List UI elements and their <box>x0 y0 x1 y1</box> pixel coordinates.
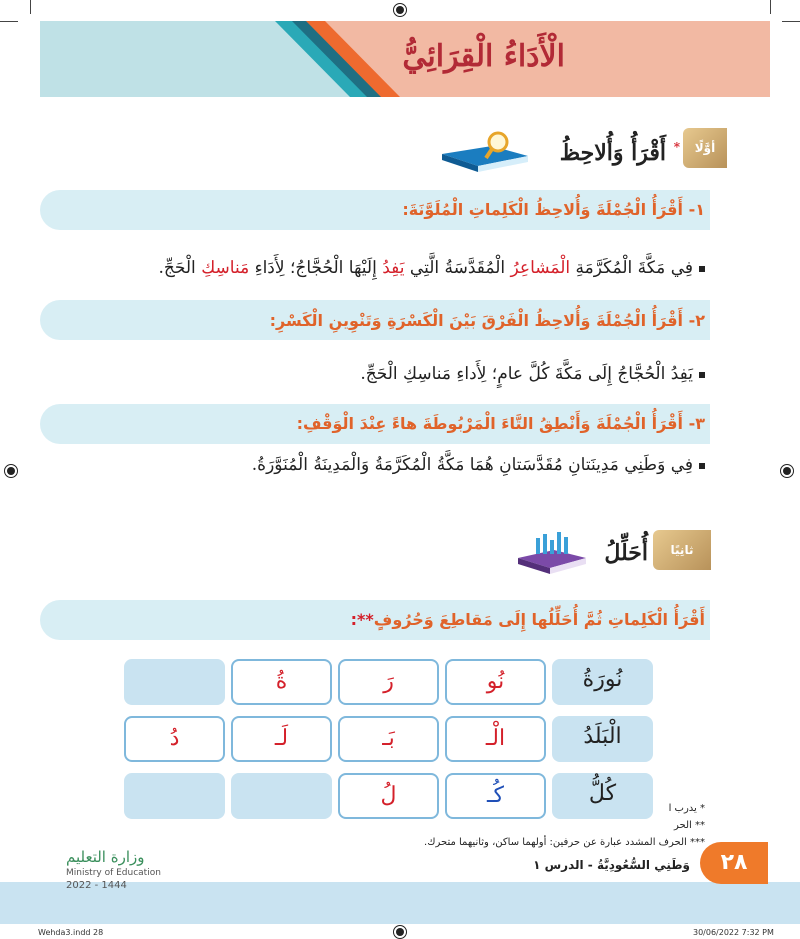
registration-mark <box>393 3 407 17</box>
registration-mark <box>4 464 18 478</box>
instruction-text: أَقْرَأُ الْكَلِماتِ ثُمَّ أُحَلِّلُها إِلَى مَقاطِعَ وَحُرُوفٍ**: <box>350 610 705 629</box>
lesson-label: وَطَنِي السُّعُودِيَّةُ - الدرس ١ <box>533 858 690 872</box>
instruction-text: ١- أَقْرَأُ الْجُمْلَةَ وَأُلاحِظُ الْكَلِماتِ الْمُلَوَّنَةَ: <box>402 200 705 219</box>
word-label: الْبَلَدُ <box>552 716 653 762</box>
footnote: ** الحر <box>674 820 705 831</box>
page-title: الْأَدَاءُ الْقِرَائِيُّ <box>402 39 565 74</box>
syllable-cell[interactable]: رَ <box>338 659 439 705</box>
registration-mark <box>393 925 407 939</box>
example-sentence: فِي وَطَنِي مَدِينَتانِ مُقَدَّسَتانِ هُمَا مَكَّةُ الْمُكَرَّمَةُ وَالْمَدِينَةُ الْمُنَوَّرَةُ. <box>252 455 705 475</box>
empty-cell <box>231 773 332 819</box>
syllable-cell[interactable]: لَـ <box>231 716 332 762</box>
word-label: نُورَةُ <box>552 659 653 705</box>
footnote-star: * <box>673 140 680 154</box>
footnote: * يدرب ا <box>668 803 705 814</box>
syllable-cell[interactable]: ةُ <box>231 659 332 705</box>
book-magnifier-icon <box>436 128 534 172</box>
section-title: * أَقْرَأُ وَأُلاحِظُ <box>559 140 680 166</box>
syllable-cell[interactable]: بَـ <box>338 716 439 762</box>
section-badge: ثانِيًا <box>653 530 711 570</box>
syllable-cell[interactable]: الْـ <box>445 716 546 762</box>
example-sentence: يَفِدُ الْحُجَّاجُ إِلَى مَكَّةَ كُلَّ عامٍ؛ لِأَداءِ مَناسِكِ الْحَجِّ. <box>360 364 705 384</box>
registration-mark <box>780 464 794 478</box>
file-name: Wehda3.indd 28 <box>38 928 104 937</box>
ministry-name-en: Ministry of Education <box>66 868 161 878</box>
section-badge: أوَّلًا <box>683 128 727 168</box>
crop-mark <box>0 21 18 22</box>
crop-mark <box>30 0 31 14</box>
word-label: كُلُّ <box>552 773 653 819</box>
crop-mark <box>782 21 800 22</box>
instruction-text: ٣- أَقْرَأُ الْجُمْلَةَ وَأَنْطِقُ التَّاءَ الْمَرْبُوطَةَ هاءً عِنْدَ الْوَقْفِ: <box>296 414 705 433</box>
example-sentence: فِي مَكَّةَ الْمُكَرَّمَةِ الْمَشاعِرُ الْمُقَدَّسَةُ الَّتِي يَفِدُ إِلَيْهَا الْحُجَّاجُ؛ لِأَدَاءِ مَناسِكِ الْحَجِّ. <box>159 258 705 278</box>
lesson-header <box>40 21 770 97</box>
instruction-text: ٢- أَقْرَأُ الْجُمْلَةَ وَأُلاحِظُ الْفَرْقَ بَيْنَ الْكَسْرَةِ وَتَنْوِينِ الْكَسْرِ: <box>269 311 705 330</box>
empty-cell <box>124 659 225 705</box>
print-date: 30/06/2022 7:32 PM <box>693 928 774 937</box>
section-title: أُحَلِّلُ <box>604 540 648 566</box>
footnote: *** الحرف المشدد عبارة عن حرفين: أولهما ساكن، وثانيهما متحرك. <box>424 837 705 848</box>
crop-mark <box>770 0 771 14</box>
book-chart-icon <box>514 528 590 576</box>
ministry-name-ar: وزارة التعليم <box>66 848 145 866</box>
syllable-cell[interactable]: لُ <box>338 773 439 819</box>
empty-cell <box>124 773 225 819</box>
page-number: ٢٨ <box>700 842 768 884</box>
syllable-cell[interactable]: نُو <box>445 659 546 705</box>
syllable-cell[interactable]: كُـ <box>445 773 546 819</box>
edition-year: 2022 - 1444 <box>66 880 127 891</box>
syllable-cell[interactable]: دُ <box>124 716 225 762</box>
